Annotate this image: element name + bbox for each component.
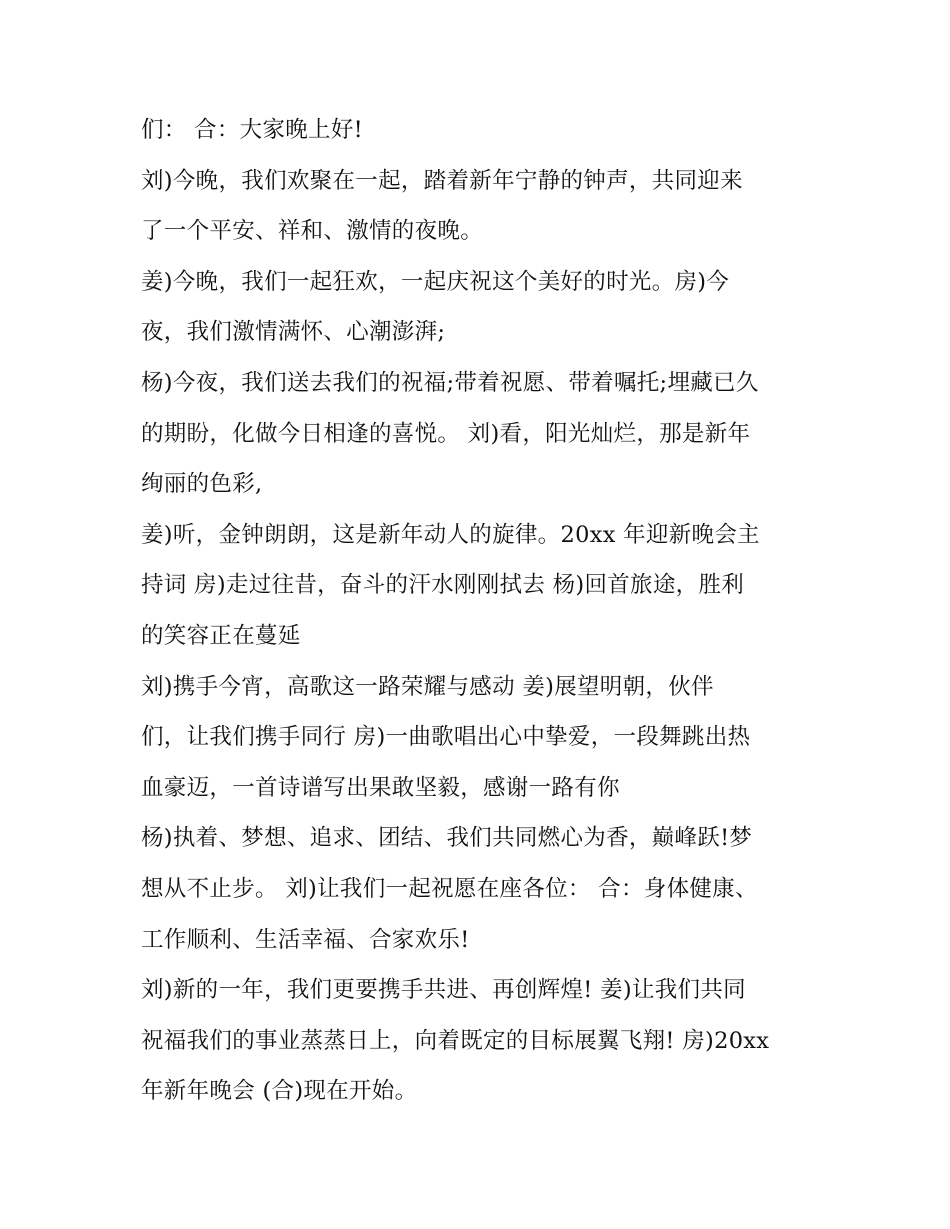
text-line: 了一个平安、祥和、激情的夜晚。 [141,218,484,245]
text-line: 们： 合：大家晚上好! [141,117,363,143]
text-line: 刘)携手今宵，高歌这一路荣耀与感动 姜)展望明朝，伙伴 [141,673,714,700]
text-line: 的笑容正在蔓延 [141,622,301,649]
text-line: 们，让我们携手同行 房)一曲歌唱出心中挚爱，一段舞跳出热 [141,724,751,751]
document-text-body [141,105,841,1117]
text-line: 刘)今晚，我们欢聚在一起，踏着新年宁静的钟声，共同迎来 [141,167,743,194]
text-line: 姜)听，金钟朗朗，这是新年动人的旋律。20xx 年迎新晚会主 [141,521,760,548]
text-line: 年新年晚会 (合)现在开始。 [141,1078,418,1105]
text-line: 血豪迈，一首诗谱写出果敢坚毅，感谢一路有你 [141,774,620,801]
text-line: 工作顺利、生活幸福、合家欢乐! [141,926,470,953]
text-line: 持词 房)走过往昔，奋斗的汗水刚刚拭去 杨)回首旅途，胜利 [141,572,745,599]
text-line: 绚丽的色彩, [141,471,263,498]
text-line: 祝福我们的事业蒸蒸日上，向着既定的目标展翼飞翔! 房)20xx [141,1027,770,1054]
text-line: 的期盼，化做今日相逢的喜悦。 刘)看，阳光灿烂，那是新年 [141,420,751,447]
text-line: 刘)新的一年，我们更要携手共进、再创辉煌! 姜)让我们共同 [141,977,746,1004]
text-line: 夜，我们激情满怀、心潮澎湃; [141,319,446,346]
text-line: 姜)今晚，我们一起狂欢，一起庆祝这个美好的时光。房)今 [141,268,730,295]
text-line: 杨)执着、梦想、追求、团结、我们共同燃心为香，巅峰跃!梦 [141,825,753,852]
text-line: 想从不止步。 刘)让我们一起祝愿在座各位： 合：身体健康、 [141,875,758,902]
text-line: 杨)今夜，我们送去我们的祝福;带着祝愿、带着嘱托;埋藏已久 [141,369,759,396]
